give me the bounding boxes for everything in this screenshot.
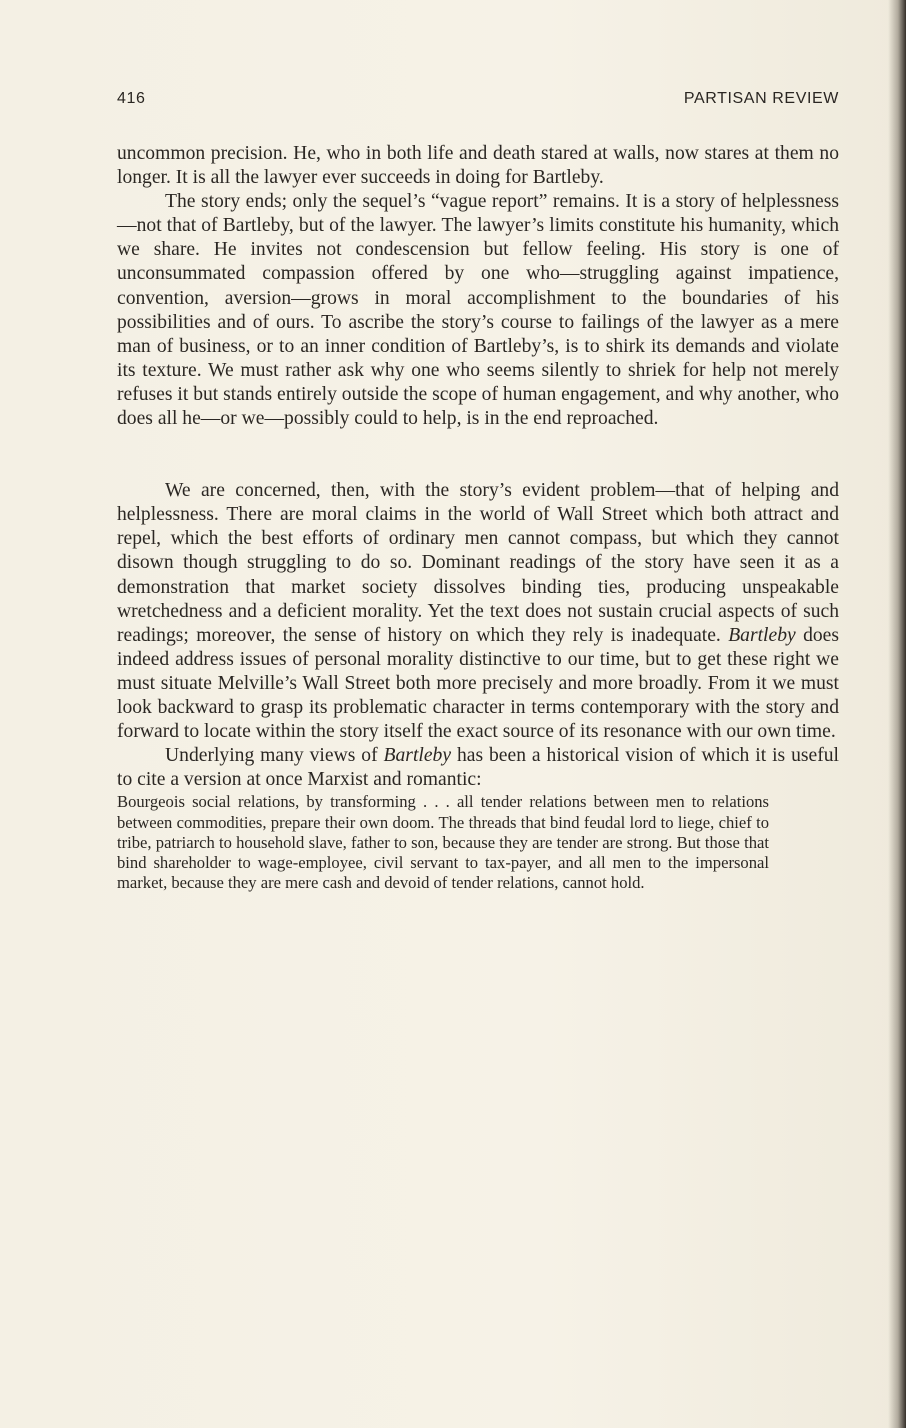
paragraph-moral-claims [117,479,839,744]
page-edge-shadow [888,0,906,1428]
paragraph-story-ends: The story ends; only the sequel’s “vague report” remains. It is a story of helplessness—not that of Bartleby, but of the lawyer. The lawyer’s limits constitute his humanity, which we share. He invites not condescension but fellow feeling. His story is one of unconsummated compassion offered by one who—struggling against impatience, convention, aversion—grows in moral accomplishment to the boundaries of his possibilities and of ours. To ascribe the story’s course to failings of the lawyer as a mere man of business, or to an inner condition of Bartleby’s, is to shirk its demands and violate its texture. We must rather ask why one who seems silently to shriek for help not merely refuses it but stands entirely outside the scope of human engagement, and why another, who does all he—or we—possibly could to help, is in the end reproached. [117,191,839,430]
text-run: does indeed address issues of personal morality distinctive to our time, but to get these right we must situate Melville’s Wall Street both more precisely and more broadly. From it we must look backward to grasp its problematic character in terms contemporary with the story and forward to locate within the story itself the exact source of its resonance with our own time. [117,624,839,743]
block-quote: Bourgeois social relations, by transforming . . . all tender relations between men to relations between commodities, prepare their own doom. The threads that bind feudal lord to liege, chief to tribe, patriarch to household slave, father to son, because they are tender are strong. But those that bind shareholder to wage-employee, civil servant to tax-payer, and all men to the impersonal market, because they are mere cash and devoid of tender relations, cannot hold. [117,792,769,893]
section-break [117,431,839,479]
running-head [117,90,839,112]
italic-title: Bartleby [383,745,452,767]
article-body [117,142,839,893]
page-number: 416 [117,90,146,107]
paragraph-historical-vision [117,744,839,792]
text-run: We are concerned, then, with the story’s evident problem—that of helping and helplessness. There are moral claims in the world of Wall Street which both attract and repel, which the best efforts of ordinary men cannot compass, but which they cannot disown though struggling to do so. Dominant readings of the story have seen it as a demonstration that market society dissolves binding ties, producing unspeakable wretchedness and a deficient morality. Yet the text does not sustain crucial aspects of such readings; moreover, the sense of history on which they rely is inadequate. [117,480,839,646]
journal-title: PARTISAN REVIEW [683,90,839,107]
italic-title: Bartleby [728,624,796,646]
text-run: has been a historical vision of which it is useful to cite a version at once Marxist and romantic: [117,745,839,791]
text-run: Underlying many views of [165,745,378,767]
paragraph-continuation: uncommon precision. He, who in both life and death stared at walls, now stares at them no longer. It is all the lawyer ever succeeds in doing for Bartleby. [117,143,839,189]
